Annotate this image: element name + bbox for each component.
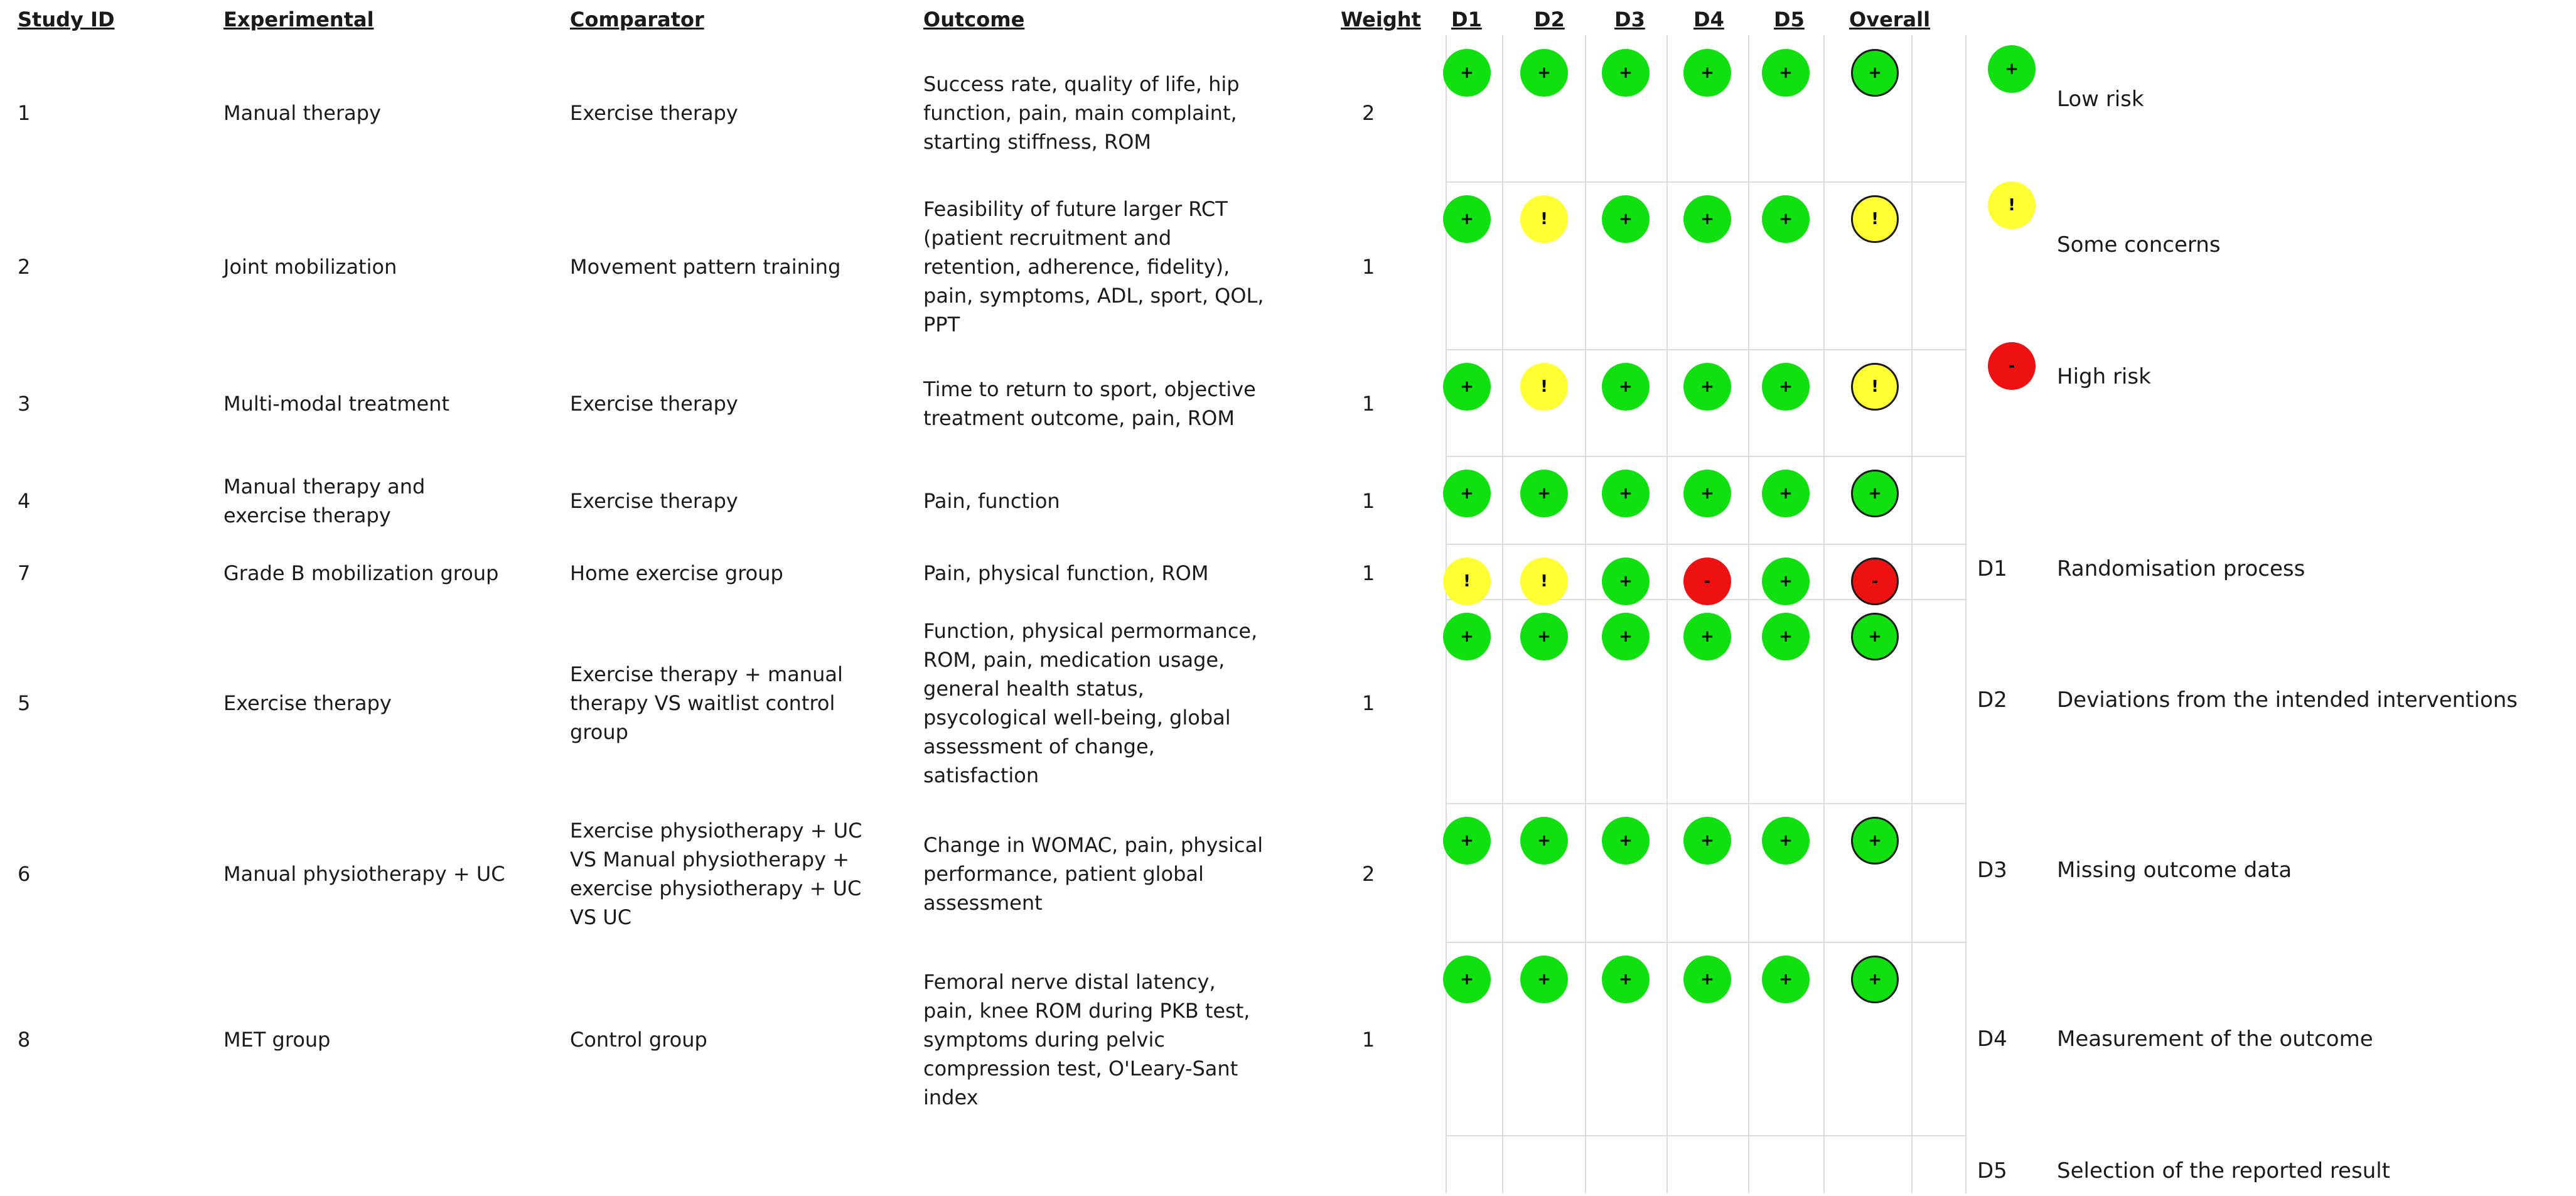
comparator-cell-line: Exercise therapy — [570, 101, 738, 125]
study-id-line: 8 — [18, 1028, 31, 1052]
legend-domain-code: D5 — [1977, 1158, 2007, 1183]
outcome-cell — [923, 617, 1257, 790]
study-id-line: 6 — [18, 862, 31, 886]
grid-line-horizontal — [1446, 942, 1965, 943]
study-id — [18, 487, 30, 515]
outcome-cell-line: treatment outcome, pain, ROM — [923, 406, 1235, 430]
experimental-cell-line: MET group — [223, 1028, 331, 1052]
outcome-cell-line: general health status, — [923, 677, 1144, 701]
risk-dot-overall: - — [1851, 558, 1899, 605]
outcome-cell-line: Time to return to sport, objective — [923, 377, 1256, 401]
weight-cell: 2 — [1362, 101, 1375, 125]
grid-line-horizontal — [1446, 1135, 1965, 1136]
outcome-cell-line: Pain, physical function, ROM — [923, 561, 1209, 585]
comparator-cell-line: Control group — [570, 1028, 707, 1052]
outcome-cell-line: starting stiffness, ROM — [923, 130, 1152, 154]
outcome-cell — [923, 967, 1250, 1112]
risk-dot-d3: + — [1602, 956, 1650, 1003]
outcome-cell-line: Femoral nerve distal latency, — [923, 970, 1216, 994]
study-id — [18, 1025, 30, 1054]
experimental-cell — [223, 472, 425, 530]
weight-cell: 1 — [1362, 392, 1375, 416]
grid-line-horizontal — [1446, 803, 1965, 804]
comparator-cell — [570, 816, 862, 932]
risk-dot-d4: + — [1683, 49, 1731, 97]
risk-dot-d3: + — [1602, 613, 1650, 660]
risk-dot-d3: + — [1602, 195, 1650, 243]
experimental-cell — [223, 689, 392, 718]
risk-dot-d4: + — [1683, 470, 1731, 517]
comparator-cell — [570, 559, 783, 588]
comparator-cell-line: exercise physiotherapy + UC — [570, 876, 862, 900]
risk-dot-d1: + — [1443, 470, 1491, 517]
legend-domain-label: Deviations from the intended interventions — [2057, 687, 2518, 713]
risk-dot-d5: + — [1762, 363, 1810, 411]
outcome-cell-line: index — [923, 1086, 979, 1109]
study-id-line: 4 — [18, 489, 31, 513]
weight-cell: 1 — [1362, 255, 1375, 279]
risk-dot-d4: - — [1683, 558, 1731, 605]
legend-high-dot: - — [1988, 342, 2036, 390]
risk-dot-d3: + — [1602, 817, 1650, 865]
risk-dot-d5: + — [1762, 558, 1810, 605]
study-id — [18, 859, 30, 888]
risk-dot-d5: + — [1762, 956, 1810, 1003]
risk-dot-overall: ! — [1851, 195, 1899, 243]
risk-dot-overall: + — [1851, 817, 1899, 865]
header-d5: D5 — [1774, 8, 1805, 31]
experimental-cell-line: Manual physiotherapy + UC — [223, 862, 505, 886]
outcome-cell-line: assessment of change, — [923, 735, 1155, 758]
weight-cell: 1 — [1362, 691, 1375, 715]
comparator-cell-line: Exercise therapy + manual — [570, 662, 843, 686]
outcome-cell — [923, 375, 1256, 433]
legend-some-dot: ! — [1988, 181, 2036, 229]
legend-high-label: High risk — [2057, 364, 2151, 389]
header-study-id: Study ID — [18, 8, 115, 31]
outcome-cell-line: Feasibility of future larger RCT — [923, 197, 1228, 221]
risk-dot-d2: + — [1520, 613, 1568, 660]
outcome-cell-line: retention, adherence, fidelity), — [923, 255, 1230, 279]
outcome-cell-line: Function, physical permormance, — [923, 619, 1258, 643]
experimental-cell — [223, 389, 449, 418]
study-id-line: 7 — [18, 561, 31, 585]
risk-dot-d4: + — [1683, 195, 1731, 243]
experimental-cell — [223, 1025, 330, 1054]
outcome-cell-line: psycological well-being, global — [923, 706, 1231, 730]
header-experimental: Experimental — [223, 8, 374, 31]
study-id — [18, 689, 30, 718]
grid-line-vertical — [1748, 35, 1749, 1193]
outcome-cell-line: compression test, O'Leary-Sant — [923, 1057, 1238, 1080]
grid-line-vertical — [1502, 35, 1503, 1193]
risk-dot-d2: ! — [1520, 195, 1568, 243]
risk-dot-d5: + — [1762, 195, 1810, 243]
header-outcome: Outcome — [923, 8, 1025, 31]
risk-dot-overall: + — [1851, 956, 1899, 1003]
weight-cell: 2 — [1362, 862, 1375, 886]
risk-dot-d3: + — [1602, 363, 1650, 411]
study-id-line: 1 — [18, 101, 31, 125]
header-d2: D2 — [1534, 8, 1565, 31]
comparator-cell-line: VS Manual physiotherapy + — [570, 848, 850, 871]
outcome-cell-line: pain, symptoms, ADL, sport, QOL, — [923, 284, 1264, 308]
risk-dot-d1: ! — [1443, 558, 1491, 605]
risk-dot-d4: + — [1683, 363, 1731, 411]
outcome-cell-line: Success rate, quality of life, hip — [923, 72, 1240, 96]
outcome-cell-line: PPT — [923, 313, 960, 337]
experimental-cell-line: Manual therapy and — [223, 475, 426, 498]
experimental-cell-line: Exercise therapy — [223, 691, 392, 715]
outcome-cell-line: satisfaction — [923, 763, 1039, 787]
study-id — [18, 559, 30, 588]
outcome-cell — [923, 559, 1208, 588]
outcome-cell — [923, 70, 1240, 156]
comparator-cell-line: Exercise physiotherapy + UC — [570, 819, 862, 843]
experimental-cell-line: Joint mobilization — [223, 255, 397, 279]
legend-low-label: Low risk — [2057, 87, 2144, 112]
study-id — [18, 389, 30, 418]
legend-low-dot: + — [1988, 45, 2036, 93]
grid-line-horizontal — [1446, 349, 1965, 350]
header-weight: Weight — [1341, 8, 1421, 31]
grid-line-vertical — [1965, 35, 1967, 1193]
risk-dot-d5: + — [1762, 470, 1810, 517]
grid-line-vertical — [1666, 35, 1668, 1193]
grid-line-vertical — [1585, 35, 1586, 1193]
legend-domain-label: Missing outcome data — [2057, 858, 2292, 883]
comparator-cell-line: therapy VS waitlist control — [570, 691, 835, 715]
header-d3: D3 — [1614, 8, 1645, 31]
comparator-cell-line: Exercise therapy — [570, 489, 738, 513]
experimental-cell-line: Multi-modal treatment — [223, 392, 450, 416]
risk-dot-d2: + — [1520, 817, 1568, 865]
risk-dot-overall: + — [1851, 49, 1899, 97]
grid-line-vertical — [1823, 35, 1825, 1193]
header-overall: Overall — [1849, 8, 1931, 31]
risk-dot-d2: ! — [1520, 558, 1568, 605]
legend-some-label: Some concerns — [2057, 232, 2221, 257]
comparator-cell — [570, 389, 738, 418]
risk-dot-d3: + — [1602, 49, 1650, 97]
comparator-cell-line: Exercise therapy — [570, 392, 738, 416]
grid-line-horizontal — [1446, 456, 1965, 457]
legend-domain-code: D1 — [1977, 556, 2007, 581]
risk-dot-d1: + — [1443, 363, 1491, 411]
risk-dot-d4: + — [1683, 613, 1731, 660]
risk-dot-overall: + — [1851, 613, 1899, 660]
risk-dot-d2: + — [1520, 49, 1568, 97]
risk-dot-d1: + — [1443, 49, 1491, 97]
experimental-cell — [223, 559, 498, 588]
experimental-cell — [223, 252, 397, 281]
weight-cell: 1 — [1362, 561, 1375, 585]
comparator-cell-line: Movement pattern training — [570, 255, 841, 279]
comparator-cell-line: VS UC — [570, 905, 632, 929]
legend-domain-label: Randomisation process — [2057, 556, 2305, 581]
header-comparator: Comparator — [570, 8, 704, 31]
risk-dot-d2: + — [1520, 470, 1568, 517]
outcome-cell-line: assessment — [923, 891, 1043, 915]
study-id — [18, 252, 30, 281]
risk-dot-d1: + — [1443, 817, 1491, 865]
risk-dot-d3: + — [1602, 558, 1650, 605]
outcome-cell — [923, 487, 1060, 515]
outcome-cell-line: symptoms during pelvic — [923, 1028, 1165, 1052]
outcome-cell-line: Pain, function — [923, 489, 1060, 513]
risk-dot-d5: + — [1762, 49, 1810, 97]
legend-domain-code: D3 — [1977, 858, 2007, 883]
experimental-cell-line: exercise therapy — [223, 504, 391, 527]
legend-domain-code: D4 — [1977, 1026, 2007, 1052]
outcome-cell-line: ROM, pain, medication usage, — [923, 648, 1225, 672]
grid-line-horizontal — [1446, 544, 1965, 545]
comparator-cell — [570, 1025, 707, 1054]
experimental-cell — [223, 859, 505, 888]
risk-dot-overall: + — [1851, 470, 1899, 517]
comparator-cell-line: Home exercise group — [570, 561, 783, 585]
experimental-cell-line: Manual therapy — [223, 101, 381, 125]
risk-dot-d2: + — [1520, 956, 1568, 1003]
grid-line-vertical — [1911, 35, 1913, 1193]
outcome-cell-line: Change in WOMAC, pain, physical — [923, 833, 1264, 857]
study-id-line: 3 — [18, 392, 31, 416]
risk-dot-d1: + — [1443, 195, 1491, 243]
risk-dot-overall: ! — [1851, 363, 1899, 411]
risk-dot-d5: + — [1762, 613, 1810, 660]
outcome-cell — [923, 195, 1264, 339]
outcome-cell-line: pain, knee ROM during PKB test, — [923, 999, 1250, 1023]
header-d4: D4 — [1693, 8, 1724, 31]
header-d1: D1 — [1451, 8, 1482, 31]
outcome-cell-line: (patient recruitment and — [923, 226, 1172, 250]
study-id — [18, 99, 30, 127]
legend-domain-label: Selection of the reported result — [2057, 1158, 2391, 1183]
risk-dot-d1: + — [1443, 956, 1491, 1003]
comparator-cell-line: group — [570, 720, 628, 744]
risk-dot-d1: + — [1443, 613, 1491, 660]
comparator-cell — [570, 99, 738, 127]
comparator-cell — [570, 252, 840, 281]
outcome-cell-line: performance, patient global — [923, 862, 1204, 886]
legend-domain-code: D2 — [1977, 687, 2007, 713]
risk-dot-d4: + — [1683, 817, 1731, 865]
risk-dot-d3: + — [1602, 470, 1650, 517]
grid-line-horizontal — [1446, 181, 1965, 183]
legend-domain-label: Measurement of the outcome — [2057, 1026, 2373, 1052]
weight-cell: 1 — [1362, 489, 1375, 513]
risk-dot-d5: + — [1762, 817, 1810, 865]
experimental-cell-line: Grade B mobilization group — [223, 561, 499, 585]
outcome-cell — [923, 831, 1263, 917]
risk-dot-d2: ! — [1520, 363, 1568, 411]
comparator-cell — [570, 487, 738, 515]
study-id-line: 2 — [18, 255, 31, 279]
study-id-line: 5 — [18, 691, 31, 715]
experimental-cell — [223, 99, 381, 127]
comparator-cell — [570, 660, 843, 746]
weight-cell: 1 — [1362, 1028, 1375, 1052]
risk-dot-d4: + — [1683, 956, 1731, 1003]
outcome-cell-line: function, pain, main complaint, — [923, 101, 1237, 125]
